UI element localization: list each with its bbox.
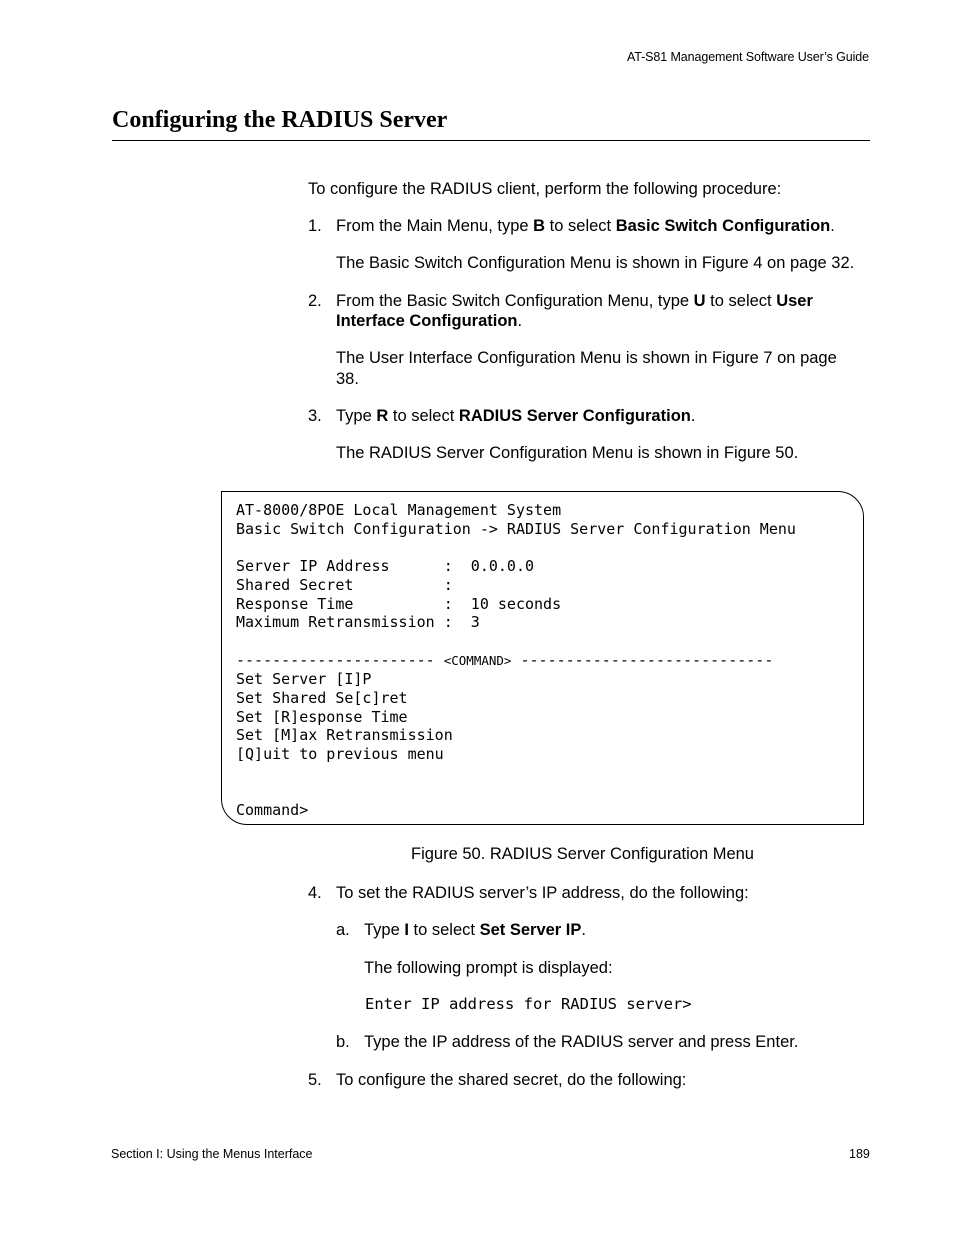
intro-paragraph: To configure the RADIUS client, perform the following procedure:	[308, 180, 782, 198]
page-number: 189	[849, 1147, 870, 1161]
step-3-note: The RADIUS Server Configuration Menu is shown in Figure 50.	[336, 444, 799, 462]
step-number: 2.	[308, 292, 322, 310]
running-header: AT-S81 Management Software User’s Guide	[626, 50, 869, 64]
terminal-breadcrumb: Basic Switch Configuration -> RADIUS Server Configuration Menu	[236, 519, 796, 538]
menu-option-set-server-ip: Set Server [I]P	[236, 670, 372, 689]
step-number: 4.	[308, 884, 322, 902]
command-prompt: Command>	[236, 801, 309, 820]
shared-secret-row: Shared Secret :	[236, 575, 453, 594]
step-4: 4. To set the RADIUS server’s IP address, do the following:	[308, 884, 749, 902]
step-3: 3. Type R to select RADIUS Server Configuration.	[308, 407, 696, 425]
title-divider	[112, 140, 870, 141]
key-letter: B	[533, 217, 546, 235]
menu-option-set-shared-secret: Set Shared Se[c]ret	[236, 689, 408, 708]
terminal-screen-text	[236, 501, 796, 820]
step-4a: a. Type I to select Set Server IP.	[336, 921, 586, 939]
terminal-title: AT-8000/8POE Local Management System	[236, 501, 562, 519]
step-number: 5.	[308, 1071, 322, 1089]
menu-name: Interface Configuration	[336, 312, 518, 330]
footer-section: Section I: Using the Menus Interface	[111, 1147, 313, 1161]
substep-letter: b.	[336, 1033, 350, 1051]
key-letter: I	[404, 921, 409, 939]
max-retransmission-row: Maximum Retransmission : 3	[236, 613, 480, 632]
step-2-note: The User Interface Configuration Menu is shown in Figure 7 on page 38.	[336, 349, 837, 388]
step-number: 1.	[308, 217, 322, 235]
substep-letter: a.	[336, 921, 350, 939]
step-1-note: The Basic Switch Configuration Menu is shown in Figure 4 on page 32.	[336, 254, 855, 272]
command-separator: ---------------------- <COMMAND> ----------------------------	[236, 650, 774, 669]
menu-option-set-max-retransmission: Set [M]ax Retransmission	[236, 726, 453, 745]
step-4b: b. Type the IP address of the RADIUS server and press Enter.	[336, 1033, 799, 1051]
menu-name: Basic Switch Configuration	[615, 217, 831, 235]
step-number: 3.	[308, 407, 322, 425]
section-title: Configuring the RADIUS Server	[112, 107, 448, 133]
key-letter: R	[376, 407, 389, 425]
prompt-note: The following prompt is displayed:	[364, 959, 613, 977]
menu-name: RADIUS Server Configuration	[458, 407, 691, 425]
menu-name: User	[776, 292, 813, 310]
step-1: 1. From the Main Menu, type B to select Basic Switch Configuration.	[308, 217, 835, 235]
key-letter: U	[693, 292, 706, 310]
menu-option-set-response-time: Set [R]esponse Time	[236, 707, 408, 726]
step-5: 5. To configure the shared secret, do the following:	[308, 1071, 687, 1089]
server-ip-row: Server IP Address : 0.0.0.0	[236, 557, 535, 576]
ip-prompt: Enter IP address for RADIUS server>	[365, 995, 692, 1013]
response-time-row: Response Time : 10 seconds	[236, 594, 562, 613]
menu-name: Set Server IP	[479, 921, 582, 939]
menu-option-quit: [Q]uit to previous menu	[236, 745, 444, 764]
step-2-continued: Interface Configuration.	[336, 312, 523, 330]
step-2: 2. From the Basic Switch Configuration Menu, type U to select User	[308, 292, 813, 310]
figure-caption: Figure 50. RADIUS Server Configuration Menu	[411, 845, 754, 863]
